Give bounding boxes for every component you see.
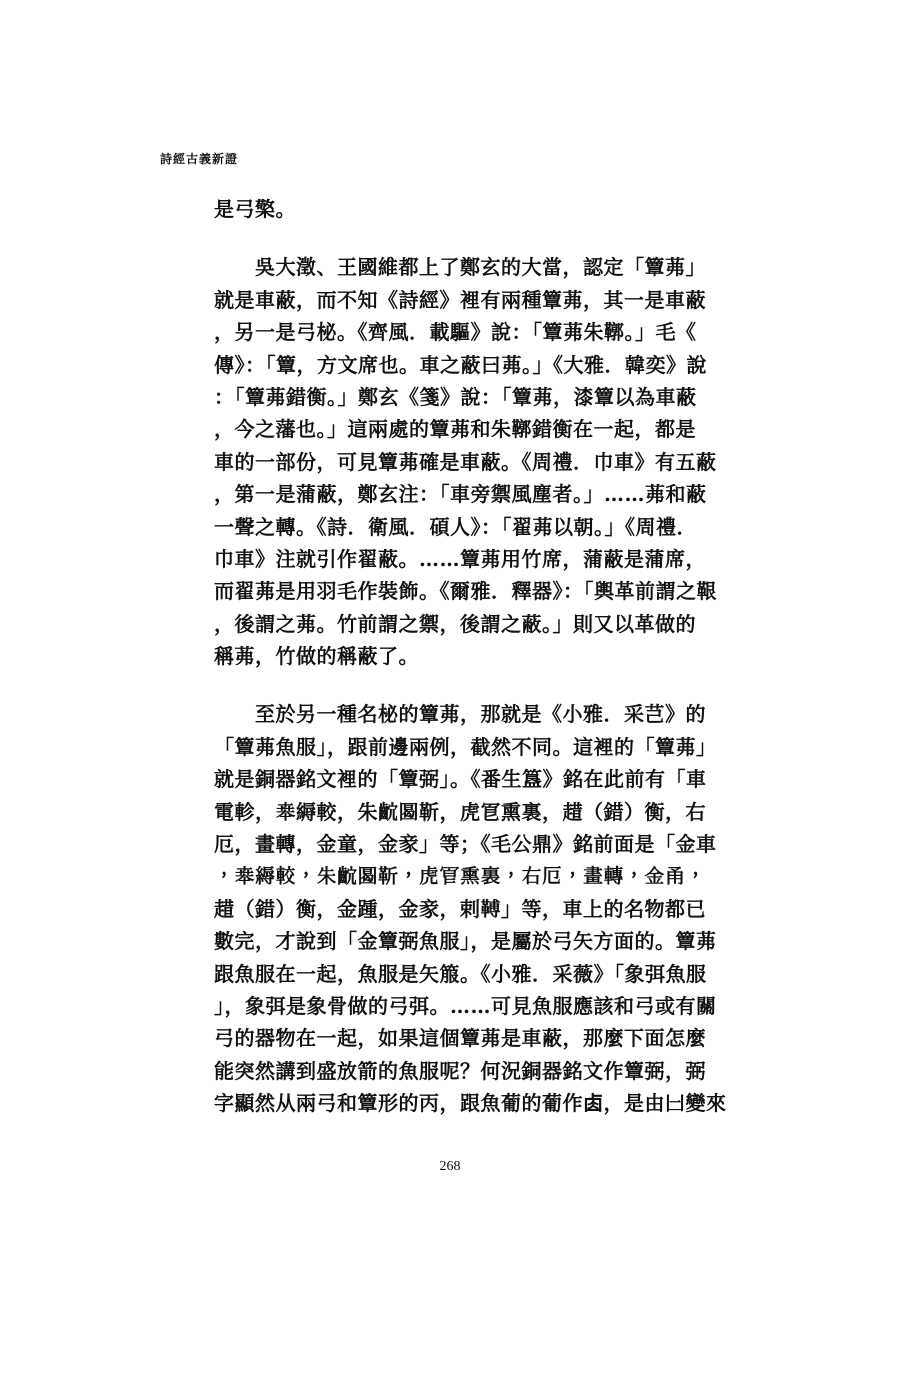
page-number: 268 — [439, 1159, 461, 1174]
text-line: 至於另一種名柲的簟茀，那就是《小雅．采芑》的 — [214, 702, 706, 727]
body-text — [214, 193, 759, 1120]
text-line: 電軫，𠦪縟較，朱𪗴𡇼靳，虎冟熏裏，趞（錯）衡，右 — [214, 799, 706, 824]
text-line: 就是車蔽，而不知《詩經》裡有兩種簟茀，其一是車蔽 — [214, 287, 706, 312]
text-line: ，今之藩也。」這兩處的簟茀和朱鞹錯衡在一起，都是 — [214, 417, 696, 442]
text-line: 數完，才說到「金簟弼魚服」，是屬於弓矢方面的。簟茀 — [214, 929, 717, 954]
text-line: ，第一是蒲蔽，鄭玄注：「車旁禦風塵者。」……茀和蔽 — [214, 482, 707, 507]
text-line: 厄，畫轉，金童，金豙」等；《毛公鼎》銘前面是「金車 — [214, 832, 717, 857]
text-line: ，𠦪縟較，朱𪗴𡇼靳，虎冟熏裏，右厄，畫轉，金甬， — [214, 864, 706, 889]
text-line: ：「簟茀錯衡。」鄭玄《箋》說：「簟茀，漆簟以為車蔽 — [214, 384, 697, 409]
paragraph-gap — [214, 672, 759, 698]
text-line: 趞（錯）衡，金踵，金豙，剌𩌏」等，車上的名物都已 — [214, 896, 706, 921]
text-line: ，後謂之茀。竹前謂之禦，後謂之蔽。」則又以革做的 — [214, 611, 696, 636]
text-line: 吳大澂、王國維都上了鄭玄的大當，認定「簟茀」 — [214, 255, 706, 280]
text-line: 跟魚服在一起，魚服是矢箙。《小雅．采薇》「象弭魚服 — [214, 961, 707, 986]
text-line: 稱茀，竹做的稱蔽了。 — [214, 644, 419, 669]
text-line: 而翟茀是用羽毛作裝飾。《爾雅．釋器》：「輿革前謂之鞎 — [214, 579, 717, 604]
text-line: 字顯然从兩弓和簟形的丙，跟魚葡的葡作𠧪，是由𠙵變來 — [214, 1091, 727, 1116]
text-line: 一聲之轉。《詩．衛風．碩人》：「翟茀以朝。」《周禮． — [214, 514, 697, 539]
text-line: 弓的器物在一起，如果這個簟茀是車蔽，那麼下面怎麼 — [214, 1026, 706, 1051]
text-line: 「簟茀魚服」，跟前邊兩例，截然不同。這裡的「簟茀」 — [214, 734, 717, 759]
text-line: ，另一是弓柲。《齊風．載驅》說：「簟茀朱鞹。」毛《 — [214, 320, 697, 345]
text-line: 能突然講到盛放箭的魚服呢？何況銅器銘文作簟弼，弼 — [214, 1058, 706, 1083]
text-line: 就是銅器銘文裡的「簟弼」。《番生簋》銘在此前有「車 — [214, 767, 707, 792]
running-head: 詩經古義新證 — [160, 152, 239, 166]
paragraph-gap — [214, 225, 759, 251]
text-line: 車的一部份，可見簟茀確是車蔽。《周禮．巾車》有五蔽 — [214, 449, 717, 474]
text-line: 是弓檠。 — [214, 197, 296, 221]
text-line: 」，象弭是象骨做的弓弭。……可見魚服應該和弓或有關 — [214, 993, 717, 1018]
text-line: 傳》：「簟，方文席也。車之蔽曰茀。」《大雅．韓奕》說 — [214, 352, 707, 377]
text-line: 巾車》注就引作翟蔽。……簟茀用竹席，蒲蔽是蒲席， — [214, 546, 706, 571]
